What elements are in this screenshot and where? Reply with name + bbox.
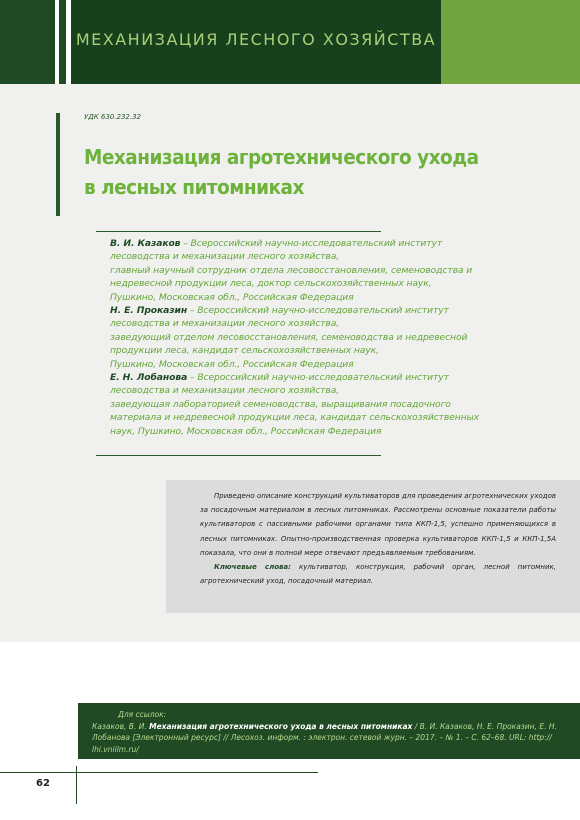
author-entry	[110, 304, 560, 371]
article-title	[84, 142, 554, 202]
author-location: Пушкино, Московская обл., Российская Федерация	[110, 358, 354, 370]
footer-horizontal-rule	[0, 772, 318, 773]
keywords-text: культиватор, конструкция, рабочий орган, лесной питомник, агротехнический уход, посадочный материал.	[200, 563, 556, 586]
author-position: главный научный сотрудник отдела лесовосстановления, семеноводства и	[110, 264, 473, 276]
citation-text	[92, 721, 562, 756]
author-affiliation: – Всероссийский научно-исследовательский институт	[187, 372, 449, 384]
abstract-text: Приведено описание конструкций культиваторов для проведения агротехнических уходов за посадочным материалом в лесных питомниках. Рассмотрены основные показатели работы культиваторов с пассивными рабочими органами типа ККП-1,5, успешно применяющихся в лесных питомниках. Опытно-производственная проверка культиваторов ККП-1,5 и ККП-1,5А показала, что они в полной мере отвечают предъявляемым требованиям.	[200, 492, 556, 557]
author-position: недревесной продукции леса, доктор сельскохозяйственных наук,	[110, 278, 432, 290]
article-title-line1: Механизация агротехнического ухода	[84, 145, 479, 169]
citation	[92, 709, 562, 755]
author-position: заведующая лабораторией семеноводства, выращивания посадочного	[110, 398, 451, 410]
page-number: 62	[36, 778, 50, 789]
abstract	[200, 489, 556, 588]
author-entry	[110, 371, 560, 438]
author-position: продукции леса, кандидат сельскохозяйственных наук,	[110, 345, 379, 357]
keywords	[200, 560, 556, 588]
header-block-left	[0, 0, 55, 84]
udk-code: УДК 630.232.32	[84, 113, 142, 121]
divider-bottom	[96, 455, 381, 456]
citation-lead: Для ссылок:	[118, 710, 167, 719]
author-entry	[110, 237, 560, 304]
header-stripe	[59, 0, 66, 84]
accent-bar	[56, 113, 60, 216]
citation-rest: / В. И. Казаков, Н. Е. Проказин, Е. Н. Лобанова [Электронный ресурс] // Лесохоз. информ. : электрон. сетевой журн. – 2017. – № 1. – С. 62–68. URL: http:// lhi.vniilm.ru/	[92, 721, 557, 754]
divider-top	[96, 231, 381, 232]
author-location: Пушкино, Московская обл., Российская Федерация	[110, 291, 354, 303]
author-affiliation: – Всероссийский научно-исследовательский институт	[187, 305, 449, 317]
author-name: Е. Н. Лобанова	[110, 372, 188, 384]
author-position: материала и недревесной продукции леса, кандидат сельскохозяйственных	[110, 412, 480, 424]
author-position: заведующий отделом лесовосстановления, семеноводства и недревесной	[110, 331, 468, 343]
section-title: МЕХАНИЗАЦИЯ ЛЕСНОГО ХОЗЯЙСТВА	[75, 30, 437, 49]
author-affiliation: – Всероссийский научно-исследовательский институт	[180, 238, 443, 249]
citation-title: Механизация агротехнического ухода в лесных питомниках	[149, 721, 413, 731]
author-name: Н. Е. Проказин	[110, 305, 188, 317]
article-title-line2: в лесных питомниках	[84, 175, 304, 199]
author-affiliation: лесоводства и механизации лесного хозяйства,	[110, 318, 340, 330]
citation-authors: Казаков, В. И.	[92, 721, 150, 731]
author-location: наук, Пушкино, Московская обл., Российская Федерация	[110, 425, 382, 437]
keywords-label: Ключевые слова:	[214, 563, 291, 572]
author-affiliation: лесоводства и механизации лесного хозяйства,	[110, 385, 340, 397]
author-affiliation: лесоводства и механизации лесного хозяйства,	[110, 251, 340, 263]
authors-block	[110, 237, 560, 438]
header-block-right	[441, 0, 580, 84]
author-name: В. И. Казаков	[110, 238, 181, 249]
